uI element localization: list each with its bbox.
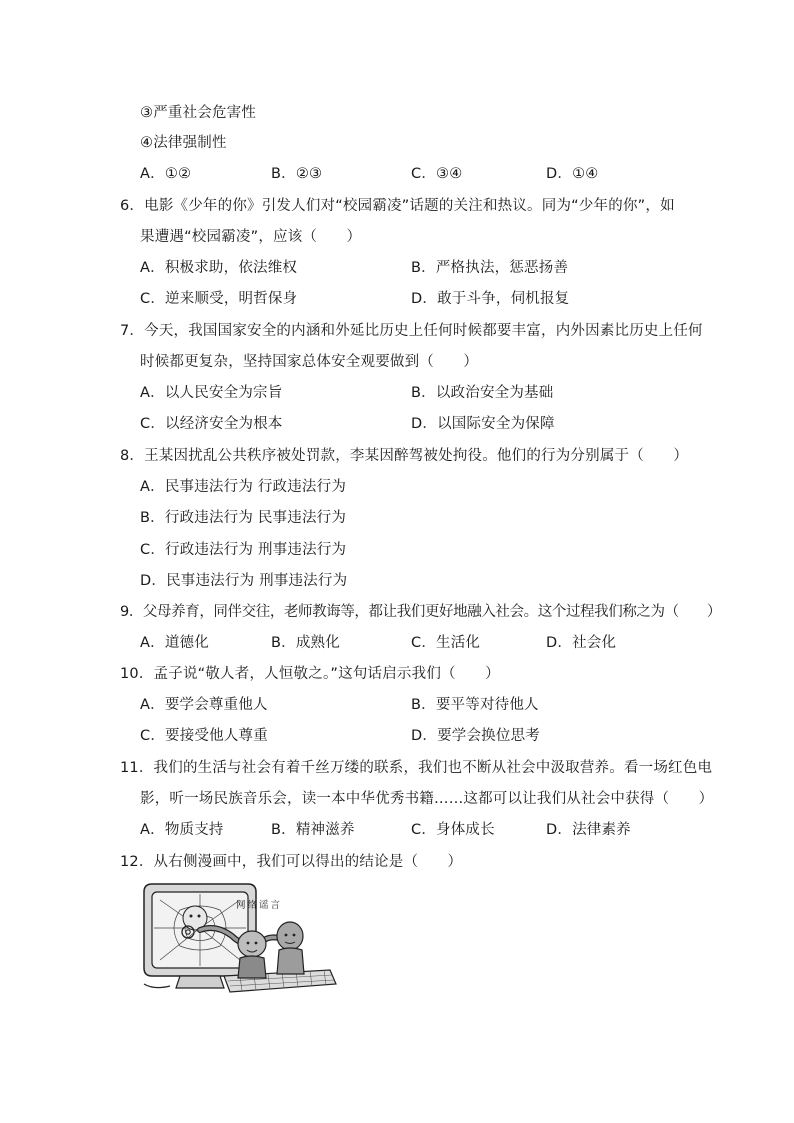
q8-stem-line1: 8．王某因扰乱公共秩序被处罚款，李某因醉驾被处拘役。他们的行为分别属于（ ） — [120, 448, 689, 464]
q11-choice-b[interactable]: B．精神滋养 — [271, 822, 355, 838]
q12-comic-illustration — [140, 880, 340, 995]
q7-choice-d[interactable]: D．以国际安全为保障 — [411, 416, 555, 432]
person-1-head — [238, 931, 266, 957]
q7-choice-a[interactable]: A．以人民安全为宗旨 — [140, 385, 283, 401]
q9-choice-c[interactable]: C．生活化 — [411, 635, 481, 651]
q10-choice-c[interactable]: C．要接受他人尊重 — [140, 728, 268, 744]
comic-svg — [140, 880, 340, 995]
q11-stem-line2: 影，听一场民族音乐会，读一本中华优秀书籍……这都可以让我们从社会中获得（ ） — [140, 791, 714, 807]
q5-option-4: ④法律强制性 — [140, 135, 227, 151]
q11-stem-line1: 11．我们的生活与社会有着千丝万缕的联系，我们也不断从社会中汲取营养。看一场红色电 — [120, 760, 713, 776]
comic-label: 网络谣言 — [236, 900, 283, 911]
monitor-stand — [176, 976, 224, 988]
q9-choice-b[interactable]: B．成熟化 — [271, 635, 340, 651]
q12-stem-line1: 12．从右侧漫画中，我们可以得出的结论是（ ） — [120, 854, 463, 870]
q8-choice-a[interactable]: A．民事违法行为 行政违法行为 — [140, 479, 347, 495]
q5-choice-c[interactable]: C．③④ — [411, 166, 463, 182]
q10-stem-line1: 10．孟子说“敬人者，人恒敬之。”这句话启示我们（ ） — [120, 666, 500, 682]
q6-stem-line2: 果遭遇“校园霸凌”，应该（ ） — [140, 229, 362, 245]
q10-choice-b[interactable]: B．要平等对待他人 — [411, 697, 539, 713]
q5-choice-a[interactable]: A．①② — [140, 166, 192, 182]
q7-stem-line2: 时候都更复杂，坚持国家总体安全观要做到（ ） — [140, 354, 479, 370]
q6-choice-c[interactable]: C．逆来顺受，明哲保身 — [140, 291, 298, 307]
person-2-head — [277, 922, 303, 950]
cable — [144, 984, 170, 988]
q11-choice-c[interactable]: C．身体成长 — [411, 822, 495, 838]
person-1-body — [238, 956, 266, 978]
q8-choice-b[interactable]: B．行政违法行为 民事违法行为 — [140, 510, 347, 526]
q10-choice-d[interactable]: D．要学会换位思考 — [411, 728, 540, 744]
q6-choice-b[interactable]: B．严格执法，惩恶扬善 — [411, 260, 569, 276]
q9-choice-d[interactable]: D．社会化 — [546, 635, 617, 651]
q5-option-3: ③严重社会危害性 — [140, 105, 257, 121]
q6-choice-a[interactable]: A．积极求助，依法维权 — [140, 260, 298, 276]
q6-stem-line1: 6．电影《少年的你》引发人们对“校园霸凌”话题的关注和热议。同为“少年的你”，如 — [120, 198, 675, 214]
q11-choice-d[interactable]: D．法律素养 — [546, 822, 631, 838]
q7-choice-b[interactable]: B．以政治安全为基础 — [411, 385, 554, 401]
person-2-body — [277, 948, 304, 974]
q11-choice-a[interactable]: A．物质支持 — [140, 822, 224, 838]
q5-choice-b[interactable]: B．②③ — [271, 166, 323, 182]
q8-choice-c[interactable]: C．行政违法行为 刑事违法行为 — [140, 542, 347, 558]
q5-choice-d[interactable]: D．①④ — [546, 166, 599, 182]
q10-choice-a[interactable]: A．要学会尊重他人 — [140, 697, 268, 713]
q8-choice-d[interactable]: D．民事违法行为 刑事违法行为 — [140, 573, 348, 589]
q9-stem-line1: 9．父母养育，同伴交往，老师教诲等，都让我们更好地融入社会。这个过程我们称之为（ ） — [120, 604, 722, 620]
q7-choice-c[interactable]: C．以经济安全为根本 — [140, 416, 283, 432]
q6-choice-d[interactable]: D．敢于斗争，伺机报复 — [411, 291, 570, 307]
q7-stem-line1: 7．今天，我国国家安全的内涵和外延比历史上任何时候都要丰富，内外因素比历史上任何 — [120, 323, 703, 339]
q9-choice-a[interactable]: A．道德化 — [140, 635, 209, 651]
